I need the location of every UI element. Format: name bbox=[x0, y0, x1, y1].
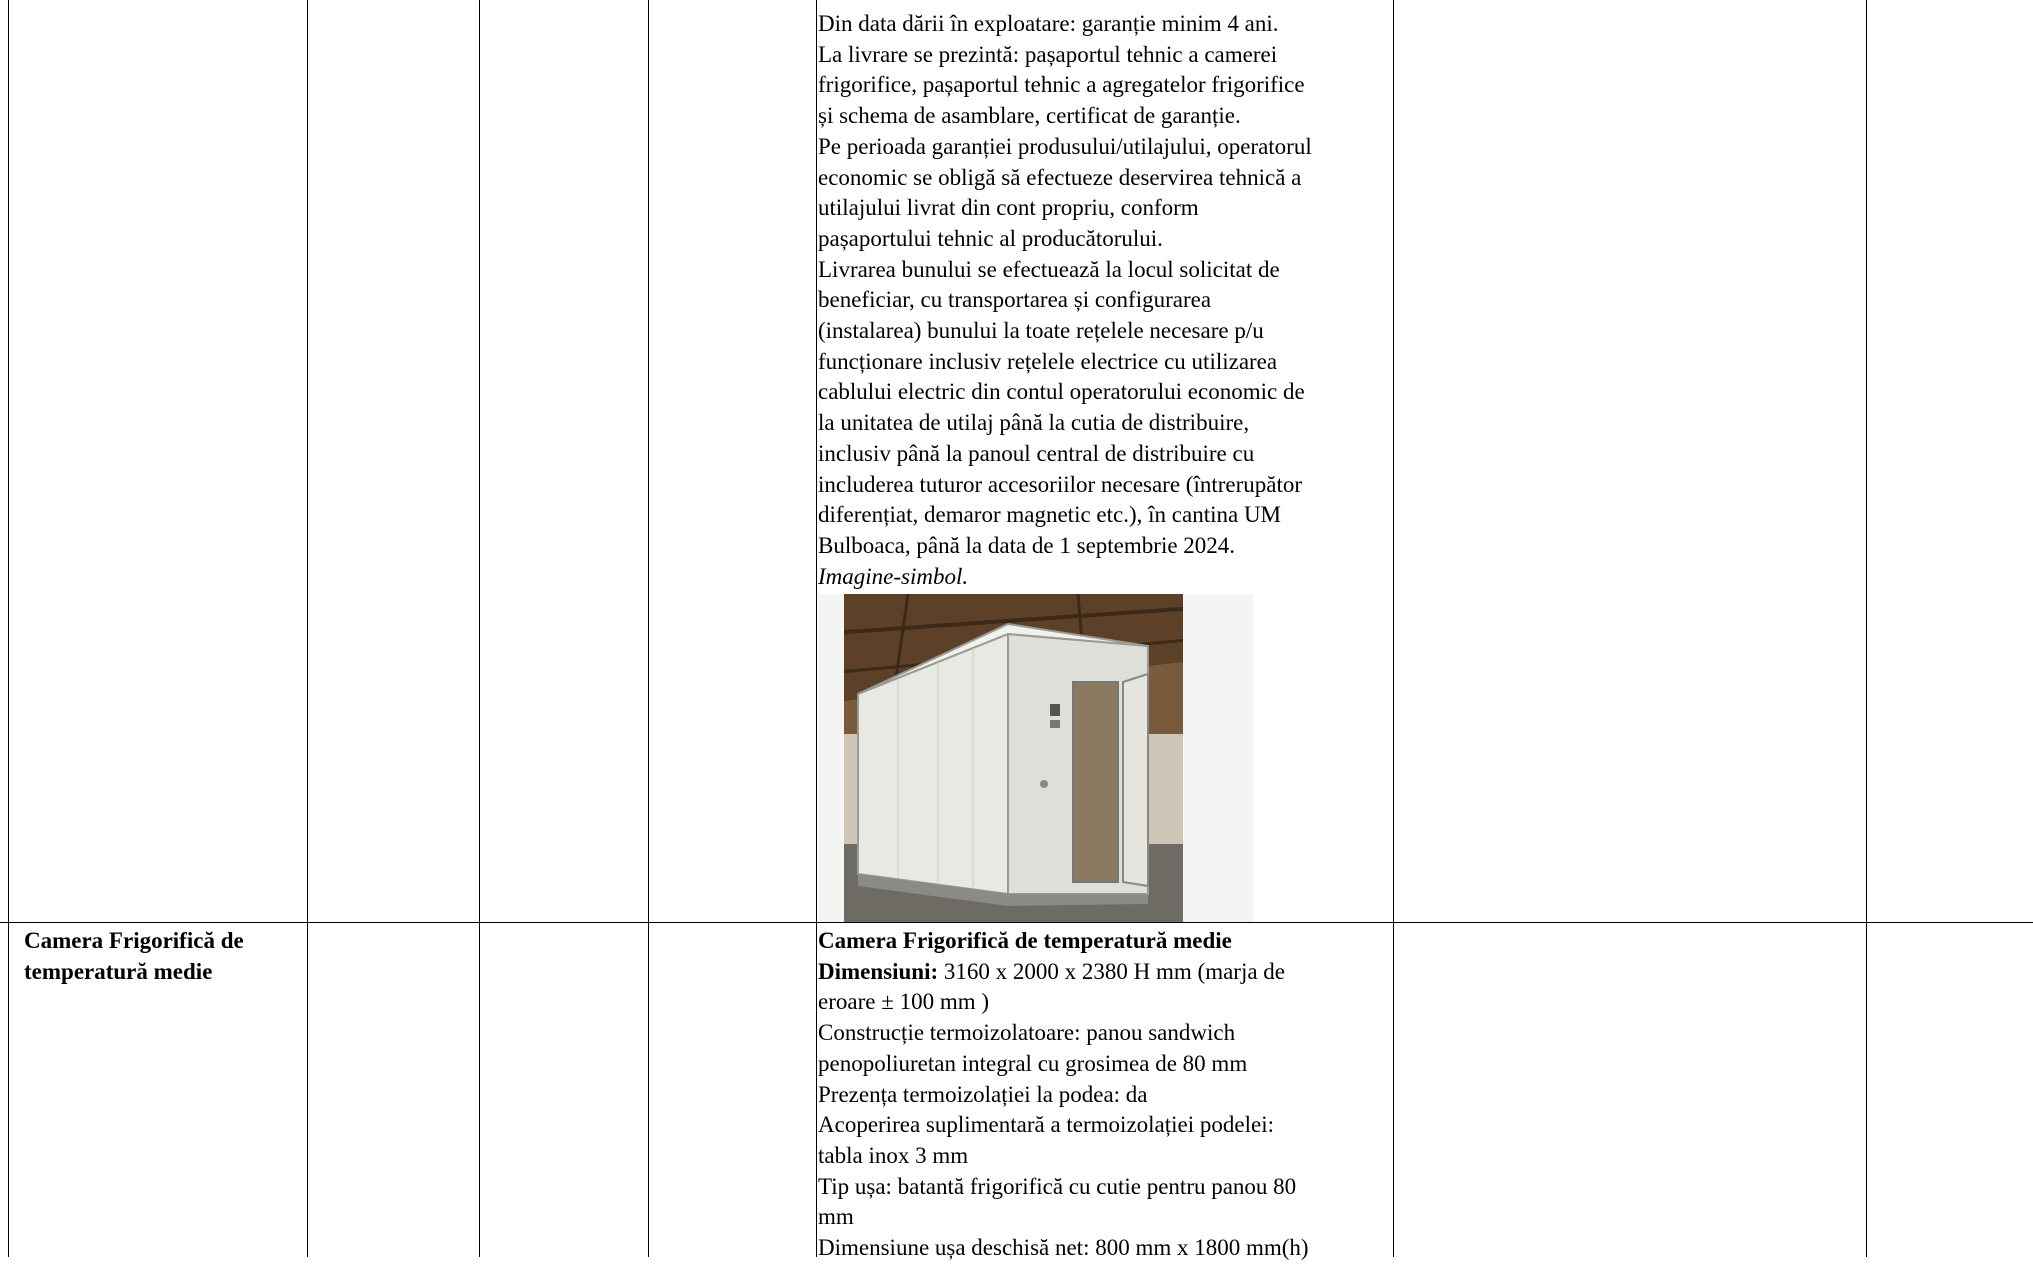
row1-description bbox=[818, 9, 1394, 592]
spec-line: mm bbox=[818, 1204, 854, 1230]
row2-specifications bbox=[818, 926, 1394, 1264]
column-border-4 bbox=[816, 0, 817, 1257]
column-border-6 bbox=[1866, 0, 1867, 1257]
description-line: Din data dării în exploatare: garanție minim 4 ani. bbox=[818, 11, 1279, 36]
description-line: și schema de asamblare, certificat de garanție. bbox=[818, 103, 1241, 129]
spec-line: Tip ușa: batantă frigorifică cu cutie pentru panou 80 bbox=[818, 1173, 1297, 1199]
spec-line: Construcție termoizolatoare: panou sandwich bbox=[818, 1020, 1236, 1046]
description-line: diferențiat, demaror magnetic etc.), în cantina UM bbox=[818, 502, 1281, 528]
column-border-0 bbox=[8, 0, 9, 1257]
cold-room-photo bbox=[818, 594, 1253, 922]
description-line: pașaportului tehnic al producătorului. bbox=[818, 225, 1163, 251]
description-line: includerea tuturor accesoriilor necesare (întrerupător bbox=[818, 471, 1303, 497]
description-line: frigorifice, pașaportul tehnic a agregatelor frigorifice bbox=[818, 72, 1305, 98]
row-border bbox=[0, 922, 2033, 923]
description-line: utilajului livrat din cont propriu, conform bbox=[818, 195, 1199, 221]
spec-dimensions-label: Dimensiuni: bbox=[818, 958, 939, 984]
description-line: (instalarea) bunului la toate rețelele necesare p/u bbox=[818, 318, 1264, 344]
column-border-1 bbox=[307, 0, 308, 1257]
description-line: economic se obligă să efectueze deservirea tehnică a bbox=[818, 164, 1302, 190]
column-border-2 bbox=[479, 0, 480, 1257]
description-line: Livrarea bunului se efectuează la locul solicitat de bbox=[818, 256, 1280, 282]
spec-dimensions bbox=[818, 957, 1394, 988]
spec-line: Acoperirea suplimentară a termoizolației podelei: bbox=[818, 1112, 1274, 1138]
spec-line: Dimensiune ușa deschisă net: 800 mm x 1800 mm(h) bbox=[818, 1235, 1309, 1261]
description-line: inclusiv până la panoul central de distribuire cu bbox=[818, 440, 1255, 466]
spec-line: tabla inox 3 mm bbox=[818, 1142, 969, 1168]
description-line: Bulboaca, până la data de 1 septembrie 2024. bbox=[818, 532, 1236, 558]
spec-line: Prezența termoizolației la podea: da bbox=[818, 1081, 1148, 1107]
cold-room-illustration bbox=[818, 594, 1253, 922]
spec-line: penopoliuretan integral cu grosimea de 80 mm bbox=[818, 1050, 1248, 1076]
spec-title: Camera Frigorifică de temperatură medie bbox=[818, 928, 1232, 953]
description-line: beneficiar, cu transportarea și configurarea bbox=[818, 287, 1212, 313]
spec-line: eroare ± 100 mm ) bbox=[818, 989, 990, 1015]
image-caption: Imagine-simbol. bbox=[818, 563, 969, 589]
product-name-line: Camera Frigorifică de bbox=[24, 928, 244, 953]
spec-dimensions-value: 3160 x 2000 x 2380 H mm (marja de bbox=[938, 958, 1286, 984]
column-border-3 bbox=[648, 0, 649, 1257]
description-line: Pe perioada garanției produsului/utilajului, operatorul bbox=[818, 133, 1312, 159]
description-line: La livrare se prezintă: pașaportul tehnic a camerei bbox=[818, 41, 1278, 67]
description-line: funcționare inclusiv rețelele electrice cu utilizarea bbox=[818, 348, 1278, 374]
description-line: cablului electric din contul operatorului economic de bbox=[818, 379, 1305, 405]
product-name-line: temperatură medie bbox=[24, 958, 213, 984]
description-line: la unitatea de utilaj până la cutia de distribuire, bbox=[818, 410, 1250, 436]
row2-product-name bbox=[24, 926, 304, 987]
